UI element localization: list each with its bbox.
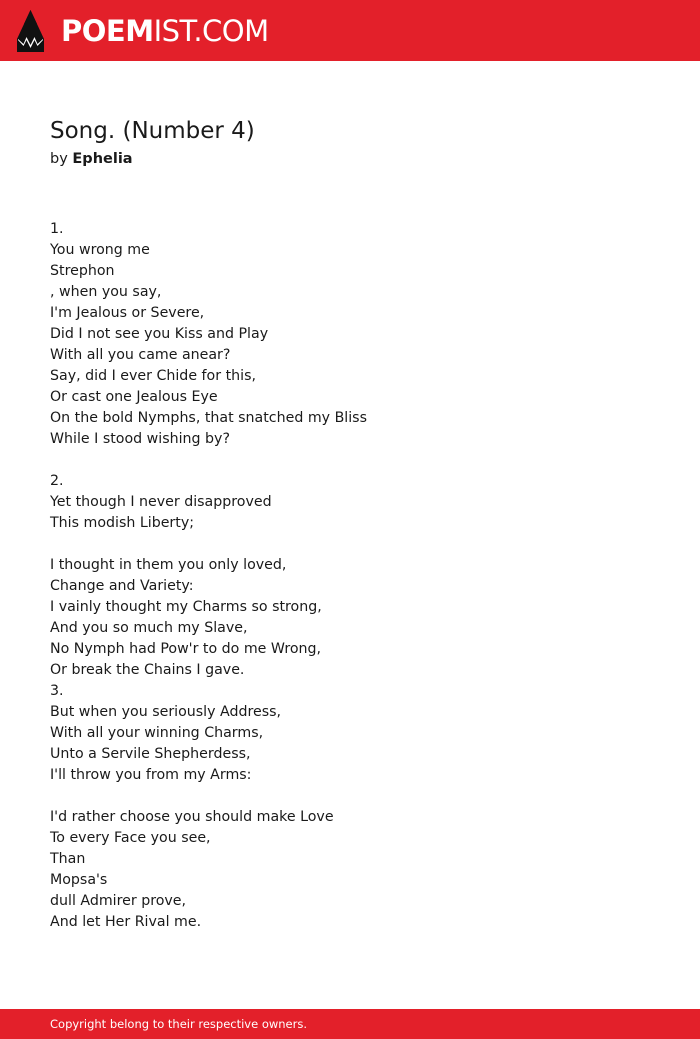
poem-line: I thought in them you only loved, (50, 557, 287, 573)
by-label: by (50, 151, 68, 167)
poem-line: Unto a Servile Shepherdess, (50, 746, 251, 762)
poem-line: With all you came anear? (50, 347, 231, 363)
poem-line: No Nymph had Pow'r to do me Wrong, (50, 641, 322, 657)
poem-line: 3. (50, 683, 64, 699)
site-logo[interactable] (17, 9, 269, 53)
poem-line: Or break the Chains I gave. (50, 662, 245, 678)
poem-line: I vainly thought my Charms so strong, (50, 599, 322, 615)
poem-line: This modish Liberty; (50, 515, 194, 531)
brand-name-light: IST.COM (153, 14, 269, 48)
poem-line: 1. (50, 221, 64, 237)
poem-line: Than (50, 851, 86, 867)
poem-line: Say, did I ever Chide for this, (50, 368, 256, 384)
poem-line: To every Face you see, (50, 830, 211, 846)
poem-line: 2. (50, 473, 64, 489)
poem-line: Did I not see you Kiss and Play (50, 326, 269, 342)
brand-name-bold: POEM (61, 14, 154, 48)
poem-line: And let Her Rival me. (50, 914, 202, 930)
poem-line: You wrong me (50, 242, 150, 258)
poem-line: Change and Variety: (50, 578, 194, 594)
site-footer (0, 1009, 700, 1039)
poem-heading (50, 114, 650, 170)
poem-title: Song. (Number 4) (50, 118, 255, 144)
poem-line: dull Admirer prove, (50, 893, 187, 909)
poem-line: Yet though I never disapproved (50, 494, 272, 510)
poem-line: With all your winning Charms, (50, 725, 264, 741)
poem-body (50, 219, 650, 933)
poem-line: I'd rather choose you should make Love (50, 809, 334, 825)
poem-line: While I stood wishing by? (50, 431, 230, 447)
poem-line: Or cast one Jealous Eye (50, 389, 218, 405)
poem-line (50, 534, 650, 555)
pencil-icon (17, 10, 44, 52)
author-name: Ephelia (72, 151, 133, 167)
site-header (0, 0, 700, 61)
poem-line: Strephon (50, 263, 115, 279)
poem-line (50, 450, 650, 471)
poem-line: , when you say, (50, 284, 162, 300)
poem-line: I'll throw you from my Arms: (50, 767, 252, 783)
poem-line: But when you seriously Address, (50, 704, 282, 720)
poem-line: And you so much my Slave, (50, 620, 248, 636)
poem-line: On the bold Nymphs, that snatched my Bliss (50, 410, 367, 426)
brand-name (61, 9, 269, 53)
poem-line: Mopsa's (50, 872, 108, 888)
copyright-text: Copyright belong to their respective owners. (50, 1017, 308, 1031)
poem-line: I'm Jealous or Severe, (50, 305, 205, 321)
byline (50, 148, 650, 170)
poem-line (50, 786, 650, 807)
